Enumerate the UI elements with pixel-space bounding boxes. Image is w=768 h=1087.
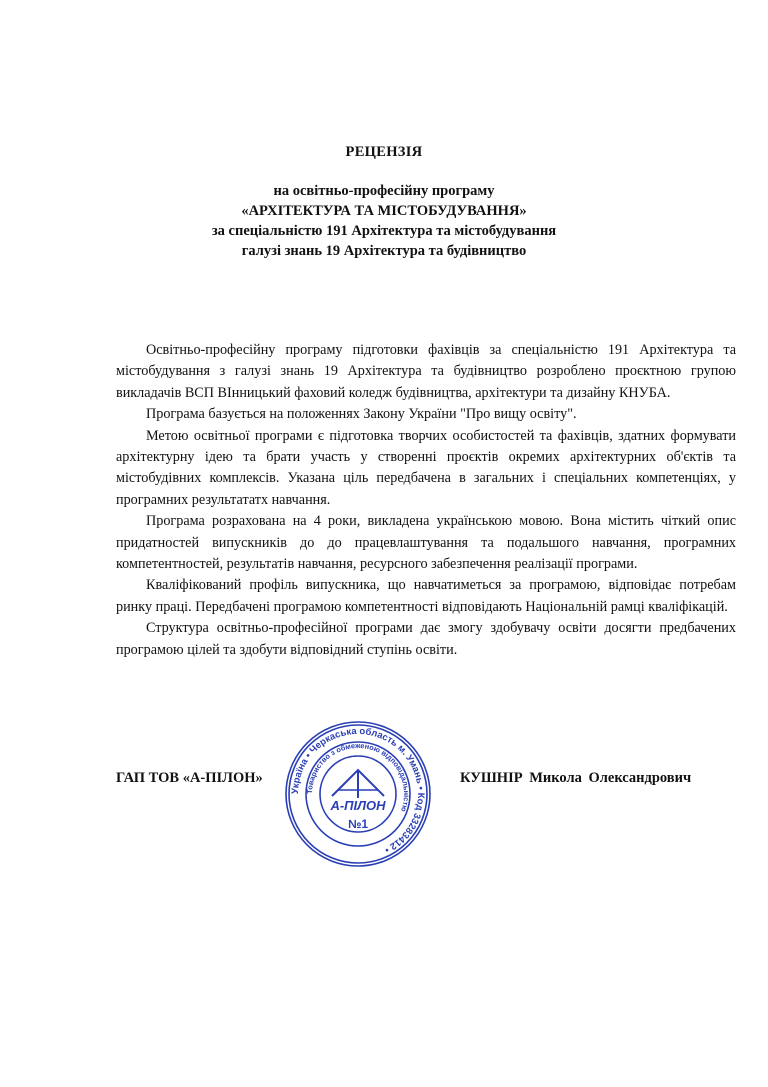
seal-ring-text: Україна • Черкаська область м. Умань • Код 33283412 • (289, 725, 427, 856)
signatory-organization: ГАП ТОВ «А-ПІЛОН» (116, 770, 263, 786)
review-body (116, 340, 736, 661)
seal-inner-ring-text: Товариство з обмеженою відповідальністю (304, 740, 412, 813)
paragraph: Освітньо-професійну програму підготовки фахівців за спеціальністю 191 Архітектура та містобудування з галузі знань 19 Архітектура та будівництво розроблено проєктною групою викладачів ВСП ВІнницький фаховий коледж будівництва, архітектури та дизайну КНУБА. (116, 342, 736, 401)
subtitle-line-4: галузі знань 19 Архітектура та будівництво (241, 243, 527, 259)
paragraph: Структура освітньо-професійної програми дає змогу здобувачу освіти досягти предбачених програмою цілей та здобути відповідний ступінь освіти. (116, 620, 736, 658)
page-title: РЕЦЕНЗІЯ (345, 144, 423, 160)
subtitle-line-2: «АРХІТЕКТУРА ТА МІСТОБУДУВАННЯ» (241, 203, 527, 219)
paragraph: Метою освітньої програми є підготовка творчих особистостей та фахівців, здатних формувати архітектурну ідею та брати участь у створенні проєктів окремих архітектурних об'єктів та містобудівних комплексів. Указана ціль передбачена в загальних і спеціальних компетенціях, у програмних результататх навчання. (116, 427, 736, 508)
seal-logo-text: А-ПІЛОН (330, 798, 386, 813)
paragraph: Програма розрахована на 4 роки, викладена українською мовою. Вона містить чіткий опис придатностей випускників до до працевлаштування та подальшого навчання, програмних компетентностей, результатів навчання, ресурсного забезпечення реалізації програми. (116, 513, 736, 573)
subtitle-line-1: на освітньо-професійну програму (273, 183, 495, 199)
company-seal-stamp (282, 718, 434, 870)
subtitle-line-3: за спеціальністю 191 Архітектура та містобудування (211, 223, 557, 239)
review-header (0, 144, 768, 261)
paragraph: Програма базується на положеннях Закону України "Про вищу освіту". (146, 406, 577, 423)
seal-number: №1 (347, 817, 369, 831)
signatory-name: КУШНІР Микола Олександрович (460, 770, 692, 786)
paragraph: Кваліфікований профіль випускника, що навчатиметься за програмою, відповідає потребам ринку праці. Передбачені програмою компетентності відповідають Національній рамці кваліфікацій. (116, 577, 736, 615)
